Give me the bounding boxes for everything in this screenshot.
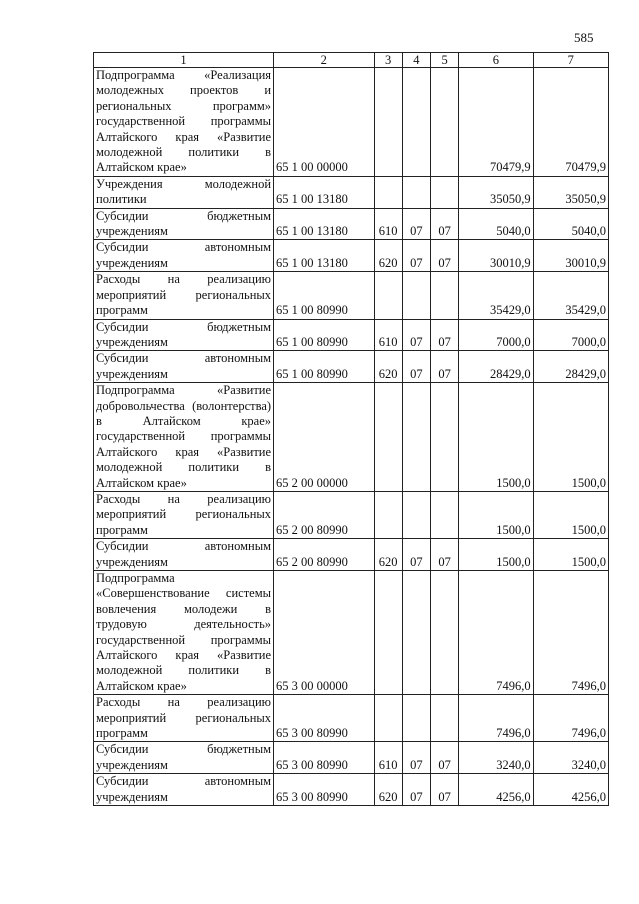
row-amount-6: 35050,9 (459, 176, 533, 208)
row-amount-6: 4256,0 (459, 774, 533, 806)
row-target-article: 65 2 00 00000 (274, 383, 374, 492)
row-subsection: 07 (431, 539, 459, 571)
row-expense-type: 620 (374, 774, 402, 806)
row-section: 07 (402, 774, 430, 806)
row-amount-6: 30010,9 (459, 240, 533, 272)
row-expense-type (374, 571, 402, 695)
row-subsection: 07 (431, 774, 459, 806)
row-expense-type (374, 68, 402, 177)
row-section (402, 272, 430, 319)
row-amount-7: 35050,9 (533, 176, 608, 208)
row-amount-7: 30010,9 (533, 240, 608, 272)
row-amount-6: 28429,0 (459, 351, 533, 383)
table-row (94, 695, 609, 742)
row-subsection: 07 (431, 208, 459, 240)
row-amount-7: 7000,0 (533, 319, 608, 351)
row-target-article: 65 1 00 13180 (274, 176, 374, 208)
row-name: Субсидии бюджетным учреждениям (94, 208, 274, 240)
row-subsection (431, 491, 459, 538)
row-target-article: 65 3 00 80990 (274, 774, 374, 806)
row-subsection (431, 68, 459, 177)
row-target-article: 65 2 00 80990 (274, 491, 374, 538)
row-expense-type (374, 383, 402, 492)
row-expense-type: 620 (374, 539, 402, 571)
row-amount-7: 7496,0 (533, 695, 608, 742)
header-row (94, 53, 609, 68)
row-subsection (431, 383, 459, 492)
table-row (94, 176, 609, 208)
row-target-article: 65 1 00 13180 (274, 208, 374, 240)
row-target-article: 65 1 00 80990 (274, 272, 374, 319)
table-row (94, 351, 609, 383)
row-section: 07 (402, 742, 430, 774)
row-amount-7: 1500,0 (533, 491, 608, 538)
row-amount-6: 3240,0 (459, 742, 533, 774)
row-amount-6: 35429,0 (459, 272, 533, 319)
row-expense-type: 620 (374, 351, 402, 383)
row-amount-7: 1500,0 (533, 383, 608, 492)
row-expense-type (374, 695, 402, 742)
row-name: Субсидии бюджетным учреждениям (94, 319, 274, 351)
row-amount-7: 35429,0 (533, 272, 608, 319)
row-target-article: 65 1 00 80990 (274, 351, 374, 383)
row-amount-7: 70479,9 (533, 68, 608, 177)
row-name: Подпрограмма «Реализация молодежных проектов и региональных программ» государственной программы Алтайского края «Развитие молодежной политики в Алтайском крае» (94, 68, 274, 177)
row-amount-6: 1500,0 (459, 491, 533, 538)
table-row (94, 774, 609, 806)
table-row (94, 319, 609, 351)
row-name: Субсидии автономным учреждениям (94, 351, 274, 383)
row-name: Подпрограмма «Развитие добровольчества (волонтерства) в Алтайском крае» государственной программы Алтайского края «Развитие молодежной политики в Алтайском крае» (94, 383, 274, 492)
row-expense-type (374, 491, 402, 538)
row-name: Расходы на реализацию мероприятий региональных программ (94, 491, 274, 538)
row-name: Расходы на реализацию мероприятий региональных программ (94, 272, 274, 319)
row-target-article: 65 1 00 80990 (274, 319, 374, 351)
row-name: Учреждения молодежной политики (94, 176, 274, 208)
row-subsection: 07 (431, 240, 459, 272)
row-name: Расходы на реализацию мероприятий региональных программ (94, 695, 274, 742)
table-row (94, 68, 609, 177)
row-amount-6: 70479,9 (459, 68, 533, 177)
header-cell: 3 (374, 53, 402, 68)
row-subsection (431, 571, 459, 695)
header-cell: 1 (94, 53, 274, 68)
row-expense-type (374, 272, 402, 319)
table-row (94, 240, 609, 272)
header-cell: 6 (459, 53, 533, 68)
row-amount-6: 7496,0 (459, 571, 533, 695)
row-name: Субсидии автономным учреждениям (94, 539, 274, 571)
row-name: Субсидии автономным учреждениям (94, 774, 274, 806)
table-row (94, 272, 609, 319)
row-section (402, 695, 430, 742)
row-expense-type: 610 (374, 208, 402, 240)
row-amount-7: 3240,0 (533, 742, 608, 774)
row-amount-7: 28429,0 (533, 351, 608, 383)
row-expense-type: 610 (374, 319, 402, 351)
row-amount-7: 1500,0 (533, 539, 608, 571)
row-section (402, 383, 430, 492)
row-section: 07 (402, 208, 430, 240)
row-target-article: 65 2 00 80990 (274, 539, 374, 571)
row-section: 07 (402, 319, 430, 351)
row-subsection: 07 (431, 351, 459, 383)
table-row (94, 208, 609, 240)
row-amount-6: 1500,0 (459, 383, 533, 492)
row-section: 07 (402, 351, 430, 383)
row-target-article: 65 3 00 00000 (274, 571, 374, 695)
row-amount-7: 5040,0 (533, 208, 608, 240)
row-amount-6: 7496,0 (459, 695, 533, 742)
row-subsection: 07 (431, 742, 459, 774)
row-amount-6: 1500,0 (459, 539, 533, 571)
row-section (402, 571, 430, 695)
row-amount-7: 7496,0 (533, 571, 608, 695)
table-header (94, 53, 609, 68)
header-cell: 4 (402, 53, 430, 68)
header-cell: 2 (274, 53, 374, 68)
table-row (94, 742, 609, 774)
row-section (402, 176, 430, 208)
row-section (402, 68, 430, 177)
table-row (94, 383, 609, 492)
table-row (94, 491, 609, 538)
table-row (94, 539, 609, 571)
row-amount-6: 5040,0 (459, 208, 533, 240)
row-target-article: 65 3 00 80990 (274, 695, 374, 742)
row-name: Субсидии бюджетным учреждениям (94, 742, 274, 774)
row-name: Подпрограмма «Совершенствование системы вовлечения молодежи в трудовую деятельность» государственной программы Алтайского края «Развитие молодежной политики в Алтайском крае» (94, 571, 274, 695)
budget-table (93, 52, 609, 806)
row-subsection (431, 176, 459, 208)
table-body (94, 68, 609, 806)
row-target-article: 65 3 00 80990 (274, 742, 374, 774)
row-amount-7: 4256,0 (533, 774, 608, 806)
table-row (94, 571, 609, 695)
page-number: 585 (574, 30, 594, 45)
row-subsection (431, 272, 459, 319)
row-subsection: 07 (431, 319, 459, 351)
row-target-article: 65 1 00 13180 (274, 240, 374, 272)
row-amount-6: 7000,0 (459, 319, 533, 351)
row-expense-type: 620 (374, 240, 402, 272)
row-name: Субсидии автономным учреждениям (94, 240, 274, 272)
row-section (402, 491, 430, 538)
row-target-article: 65 1 00 00000 (274, 68, 374, 177)
row-section: 07 (402, 539, 430, 571)
header-cell: 5 (431, 53, 459, 68)
header-cell: 7 (533, 53, 608, 68)
row-subsection (431, 695, 459, 742)
row-section: 07 (402, 240, 430, 272)
row-expense-type (374, 176, 402, 208)
row-expense-type: 610 (374, 742, 402, 774)
